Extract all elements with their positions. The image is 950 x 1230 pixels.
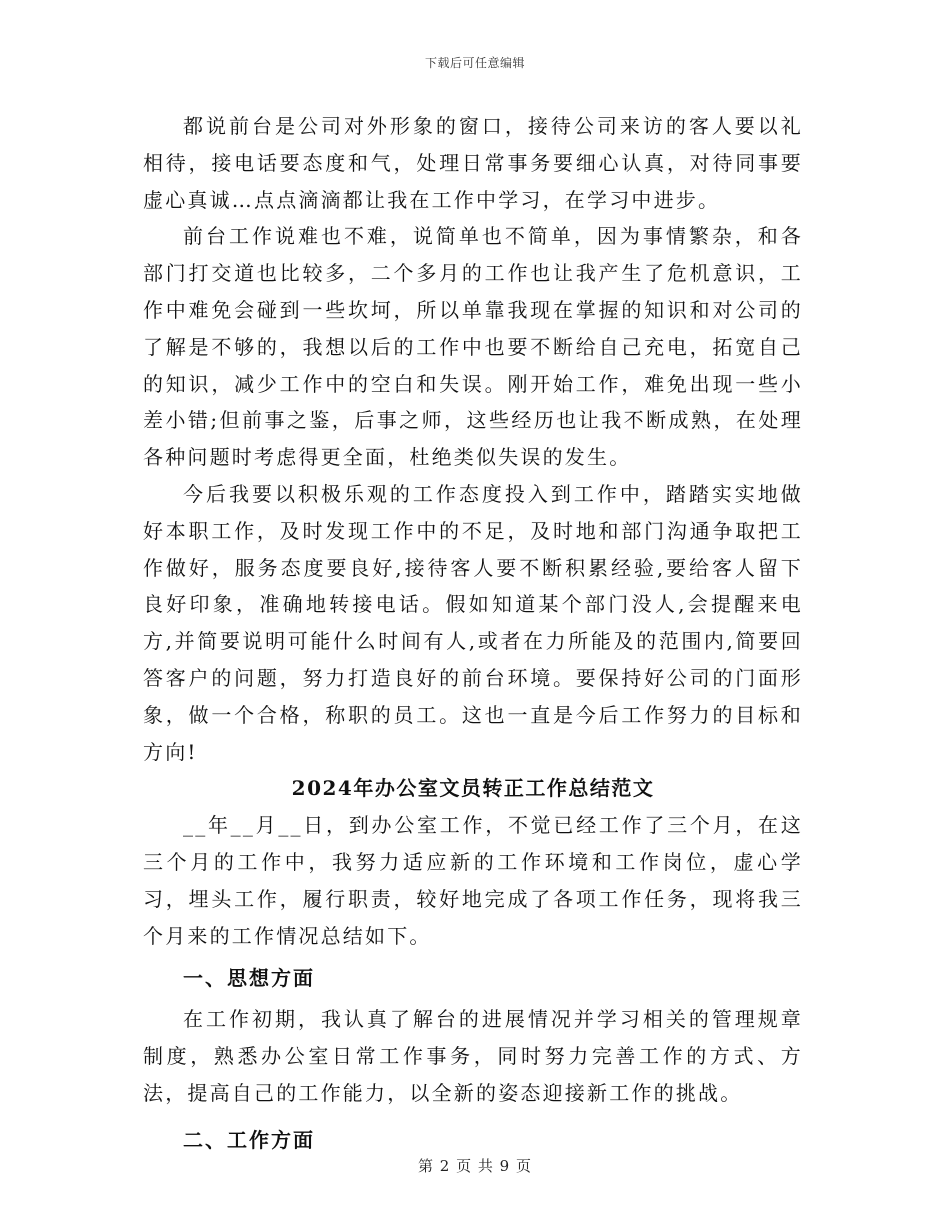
section-heading-work: 二、工作方面 — [183, 1127, 315, 1152]
paragraph-future-goals: 今后我要以积极乐观的工作态度投入到工作中，踏踏实实地做好本职工作，及时发现工作中的不足，及时地和部门沟通争取把工作做好，服务态度要良好,接待客人要不断积累经验,要给客人留下良好印象，准确地转接电话。假如知道某个部门没人,会提醒来电方,并简要说明可能什么时间有人,或者在力所能及的范围内,简要回答客户的问题，努力打造良好的前台环境。要保持好公司的门面形象，做一个合格，称职的员工。这也一直是今后工作努力的目标和方向! — [143, 481, 803, 764]
paragraph-intro: __年__月__日，到办公室工作，不觉已经工作了三个月，在这三个月的工作中，我努力适应新的工作环境和工作岗位，虚心学习，埋头工作，履行职责，较好地完成了各项工作任务，现将我三个月来的工作情况总结如下。 — [143, 813, 803, 948]
document-body — [143, 108, 803, 1158]
paragraph-ideology: 在工作初期，我认真了解台的进展情况并学习相关的管理规章制度，熟悉办公室日常工作事务，同时努力完善工作的方式、方法，提高自己的工作能力，以全新的姿态迎接新工作的挑战。 — [143, 1007, 803, 1105]
section-heading-ideology: 一、思想方面 — [183, 966, 315, 991]
page-header-note: 下载后可任意编辑 — [424, 56, 525, 70]
page-number: 第 2 页 共 9 页 — [418, 1157, 532, 1175]
document-title: 2024年办公室文员转正工作总结范文 — [291, 776, 655, 801]
paragraph-front-desk-window: 都说前台是公司对外形象的窗口，接待公司来访的客人要以礼相待，接电话要态度和气，处理日常事务要细心认真，对待同事要虚心真诚…点点滴滴都让我在工作中学习，在学习中进步。 — [143, 114, 803, 212]
paragraph-front-desk-challenges: 前台工作说难也不难，说简单也不简单，因为事情繁杂，和各部门打交道也比较多，二个多月的工作也让我产生了危机意识，工作中难免会碰到一些坎坷，所以单靠我现在掌握的知识和对公司的了解是不够的，我想以后的工作中也要不断给自己充电，拓宽自己的知识，减少工作中的空白和失误。刚开始工作，难免出现一些小差小错;但前事之鉴，后事之师，这些经历也让我不断成熟，在处理各种问题时考虑得更全面，杜绝类似失误的发生。 — [143, 224, 803, 470]
